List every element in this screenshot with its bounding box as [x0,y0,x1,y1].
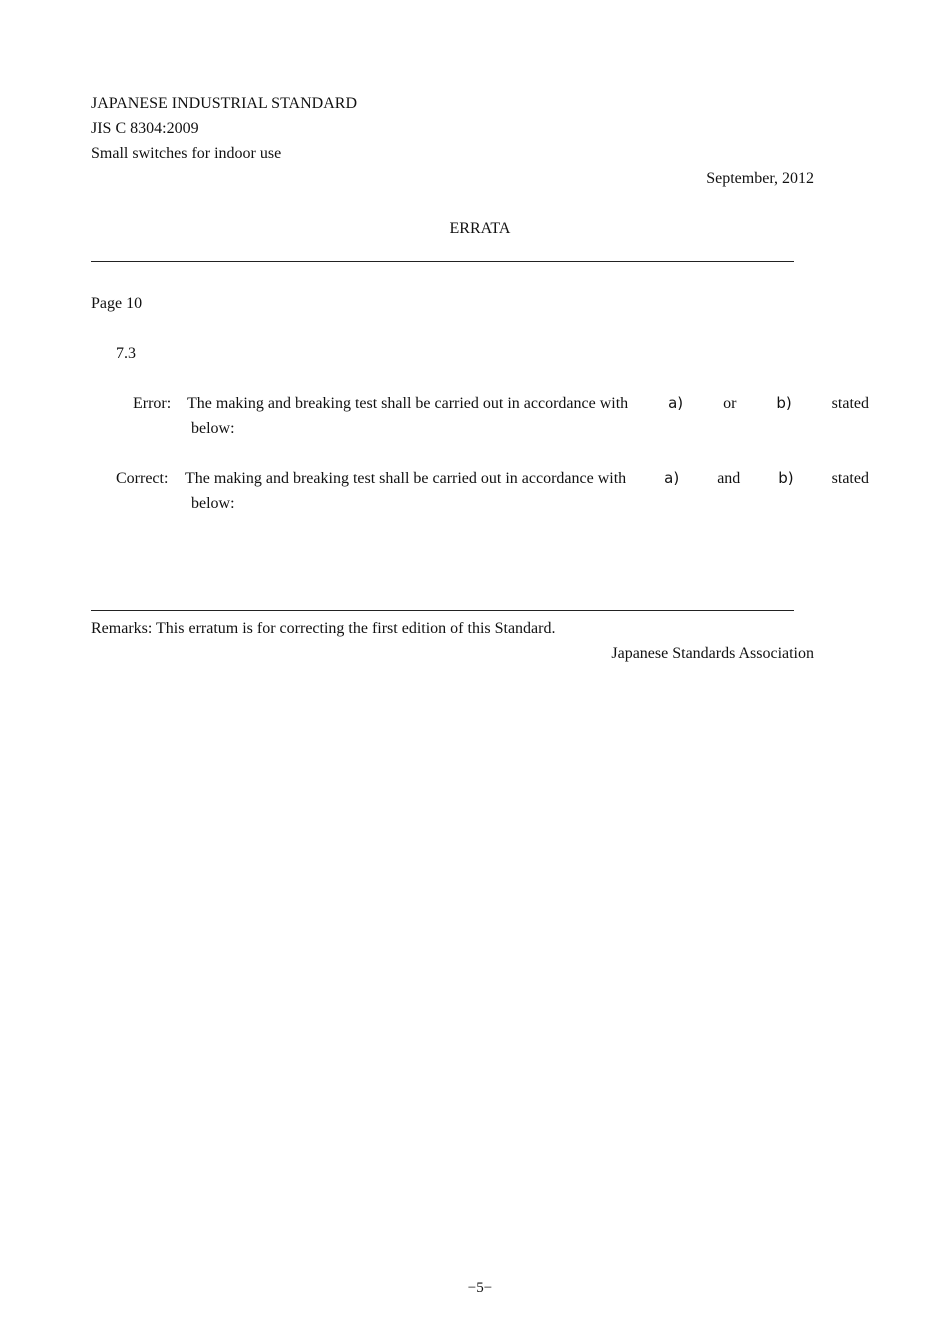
organization: Japanese Standards Association [611,645,814,662]
error-label: Error: [133,395,172,412]
bottom-divider [91,610,794,611]
error-text-before: The making and breaking test shall be carried out in accordance with [187,395,629,412]
remarks: Remarks: This erratum is for correcting the first edition of this Standard. [91,620,556,637]
correct-first-line [116,466,869,491]
error-first-line [133,391,869,416]
page-number: −5− [467,1280,493,1296]
standard-title: Small switches for indoor use [91,145,282,162]
error-item-b: b) [776,394,792,412]
error-item-a: a) [668,394,684,412]
standard-label: JAPANESE INDUSTRIAL STANDARD [91,95,357,112]
correct-item-b: b) [778,469,794,487]
standard-number: JIS C 8304:2009 [91,120,199,137]
correct-item-a: a) [664,469,680,487]
page-title: ERRATA [449,220,511,237]
errata-date: September, 2012 [706,170,814,187]
error-continuation: below: [191,420,235,437]
correct-conjunction: and [717,470,741,487]
correct-text [185,466,869,491]
top-divider [91,261,794,262]
clause-reference: 7.3 [116,345,136,362]
error-text [187,391,869,416]
correct-text-before: The making and breaking test shall be carried out in accordance with [185,470,627,487]
error-conjunction: or [723,395,737,412]
correct-continuation: below: [191,495,235,512]
correct-text-after: stated [831,470,869,487]
page-reference: Page 10 [91,295,143,312]
correct-label: Correct: [116,470,169,487]
error-text-after: stated [831,395,869,412]
